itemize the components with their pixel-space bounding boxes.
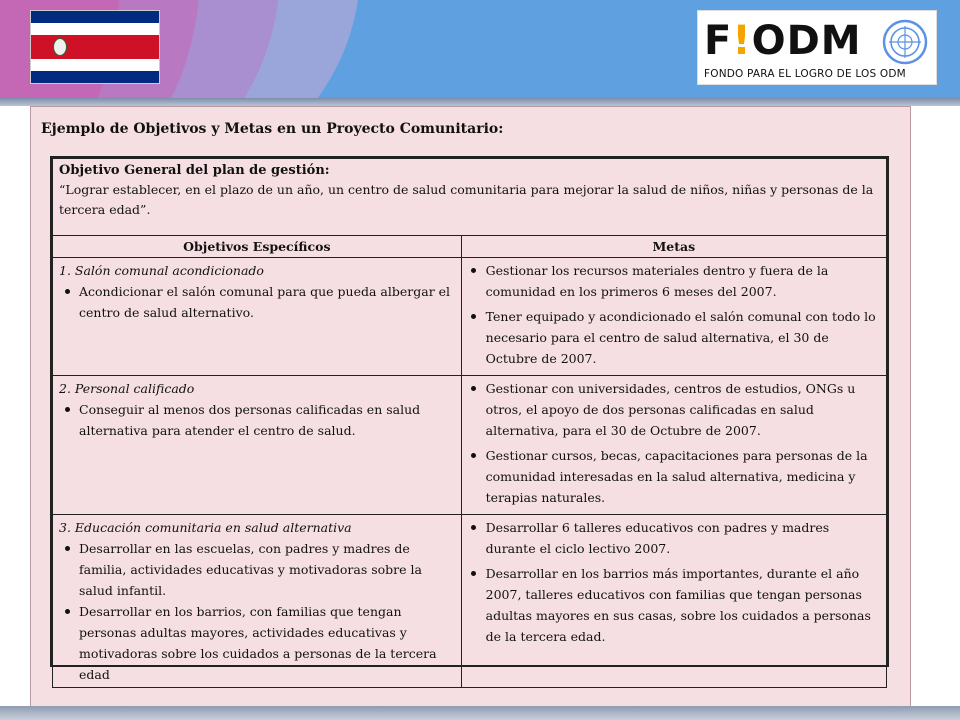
logo-accent: ! <box>732 18 752 64</box>
objective-item: Desarrollar en los barrios, con familias que tengan personas adultas mayores, actividades educativas y motivadoras sobre los cuidados a personas de la tercera edad <box>59 601 455 685</box>
general-objective-title: Objetivo General del plan de gestión: <box>59 163 330 178</box>
objectives-table <box>52 158 887 688</box>
objective-item: Desarrollar en las escuelas, con padres y madres de familia, actividades educativas y motivadoras sobre la salud infantil. <box>59 538 455 601</box>
objective-cell <box>53 258 462 376</box>
objective-cell <box>53 515 462 688</box>
objective-item: Acondicionar el salón comunal para que pueda albergar el centro de salud alternativo. <box>59 281 455 323</box>
logo-suffix: ODM <box>751 18 862 64</box>
goals-cell <box>461 515 886 688</box>
un-emblem-icon <box>882 19 928 65</box>
goal-item: Gestionar con universidades, centros de estudios, ONGs u otros, el apoyo de dos personas calificadas en salud alternativa, para el 30 de Octubre de 2007. <box>468 378 880 441</box>
coat-of-arms-icon <box>53 38 67 56</box>
column-header-objectives: Objetivos Específicos <box>53 236 462 258</box>
general-objective-cell <box>53 159 887 236</box>
table-row <box>53 258 887 376</box>
table-row <box>53 376 887 515</box>
goal-item: Desarrollar 6 talleres educativos con padres y madres durante el ciclo lectivo 2007. <box>468 517 880 559</box>
general-objective-row <box>53 159 887 236</box>
table-row <box>53 515 887 688</box>
goals-cell <box>461 258 886 376</box>
fiodm-logo <box>697 10 937 85</box>
objective-item: Conseguir al menos dos personas calificadas en salud alternativa para atender el centro de salud. <box>59 399 455 441</box>
footer-strip <box>0 706 960 720</box>
goal-item: Gestionar cursos, becas, capacitaciones para personas de la comunidad interesadas en la salud alternativa, medicina y terapias naturales. <box>468 445 880 508</box>
objectives-table-frame <box>50 156 889 682</box>
goals-cell <box>461 376 886 515</box>
general-objective-text: “Lograr establecer, en el plazo de un año, un centro de salud comunitaria para mejorar la salud de niños, niñas y personas de la tercera edad”. <box>59 182 874 217</box>
goal-item: Desarrollar en los barrios más importantes, durante el año 2007, talleres educativos con familias que tengan personas adultas mayores en sus casas, sobre los cuidados a personas de la tercera edad. <box>468 563 880 647</box>
column-header-goals: Metas <box>461 236 886 258</box>
logo-subtitle: FONDO PARA EL LOGRO DE LOS ODM <box>704 68 906 80</box>
column-header-row <box>53 236 887 258</box>
objective-cell <box>53 376 462 515</box>
logo-prefix: F <box>704 18 733 64</box>
header-divider <box>0 98 960 106</box>
header-banner <box>0 0 960 100</box>
content-panel <box>30 106 911 720</box>
goal-item: Tener equipado y acondicionado el salón comunal con todo lo necesario para el centro de salud alternativa, el 30 de Octubre de 2007. <box>468 306 880 369</box>
goal-item: Gestionar los recursos materiales dentro y fuera de la comunidad en los primeros 6 meses del 2007. <box>468 260 880 302</box>
objective-title: 2. Personal calificado <box>59 381 195 396</box>
objective-title: 3. Educación comunitaria en salud alternativa <box>59 520 352 535</box>
costa-rica-flag <box>30 10 160 84</box>
objective-title: 1. Salón comunal acondicionado <box>59 263 264 278</box>
slide-title: Ejemplo de Objetivos y Metas en un Proyecto Comunitario: <box>41 121 504 137</box>
